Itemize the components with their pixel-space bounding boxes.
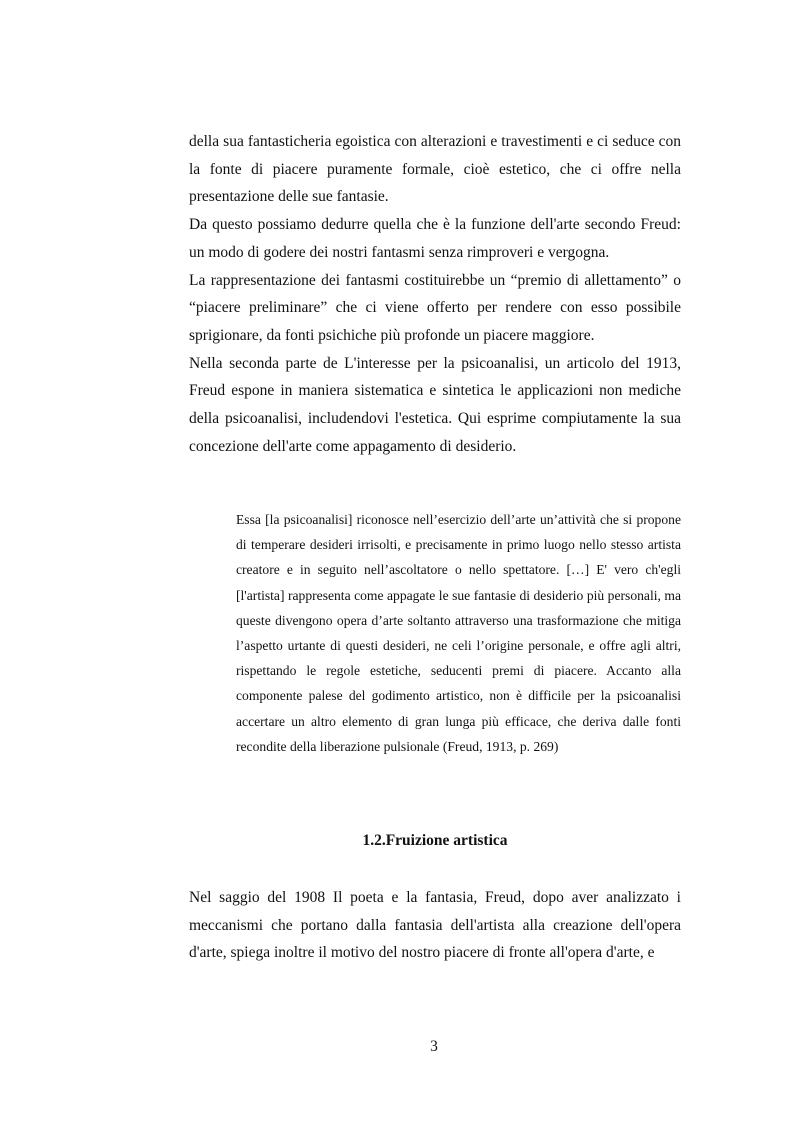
section-heading: 1.2.Fruizione artistica	[362, 832, 508, 849]
block-quote: Essa [la psicoanalisi] riconosce nell’esercizio dell’arte un’attività che si propone di temperare desideri irrisolti, e precisamente in primo luogo nello stesso artista creatore e in seguito nell’ascoltatore o nello spettatore. […] E' vero ch'egli [l'artista] rappresenta come appagate le sue fantasie di desiderio più personali, ma queste divengono opera d’arte soltanto attraverso una trasformazione che mitiga l’aspetto urtante di questi desideri, ne celi l’origine personale, e offre agli altri, rispettando le regole estetiche, seducenti premi di piacere. Accanto alla componente palese del godimento artistico, non è difficile per la psicoanalisi accertare un altro elemento di gran lunga più efficace, che deriva dalle fonti recondite della liberazione pulsionale (Freud, 1913, p. 269)	[236, 512, 681, 754]
body-text-top	[189, 128, 681, 460]
paragraph: La rappresentazione dei fantasmi costituirebbe un “premio di allettamento” o “piacere preliminare” che ci viene offerto per rendere con esso possibile sprigionare, da fonti psichiche più profonde un piacere maggiore.	[189, 271, 681, 344]
paragraph: Nel saggio del 1908 Il poeta e la fantasia, Freud, dopo aver analizzato i meccanismi che portano dalla fantasia dell'artista alla creazione dell'opera d'arte, spiega inoltre il motivo del nostro piacere di fronte all'opera d'arte, e	[189, 889, 681, 962]
paragraph: Nella seconda parte de L'interesse per la psicoanalisi, un articolo del 1913, Freud espone in maniera sistematica e sintetica le applicazioni non mediche della psicoanalisi, includendovi l'estetica. Qui esprime compiutamente la sua concezione dell'arte come appagamento di desiderio.	[189, 354, 681, 455]
body-text-bottom	[189, 884, 681, 967]
page-number: 3	[430, 1038, 438, 1055]
paragraph: Da questo possiamo dedurre quella che è la funzione dell'arte secondo Freud: un modo di godere dei nostri fantasmi senza rimproveri e vergogna.	[189, 216, 681, 261]
paragraph: della sua fantasticheria egoistica con alterazioni e travestimenti e ci seduce con la fonte di piacere puramente formale, cioè estetico, che ci offre nella presentazione delle sue fantasie.	[189, 133, 681, 206]
